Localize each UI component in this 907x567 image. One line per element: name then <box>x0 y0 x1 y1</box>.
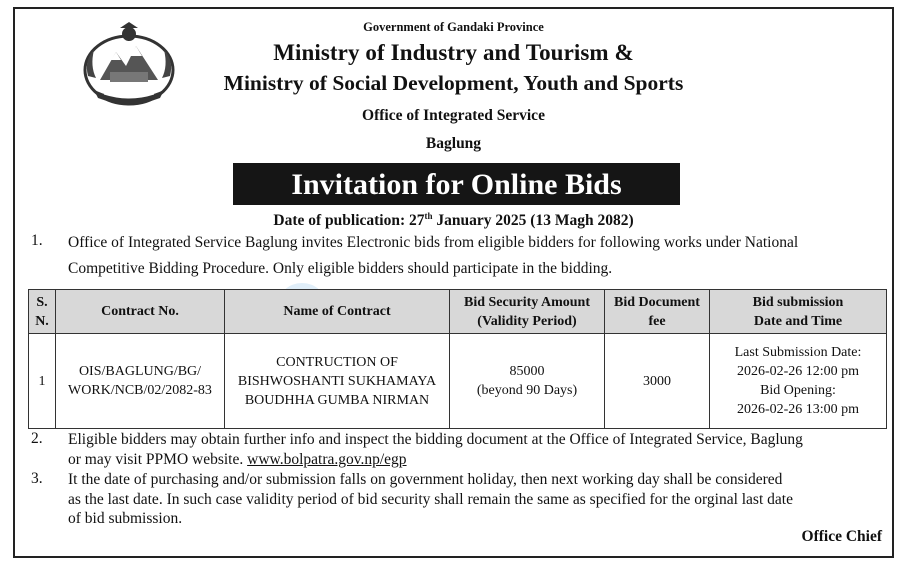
cell-contract-name-line-1: CONTRUCTION OF <box>276 354 398 370</box>
ministry-title-2: Ministry of Social Development, Youth and Sports <box>223 71 684 95</box>
para-2-number: 2. <box>31 430 43 447</box>
cell-contract-name-line-2: BISHWOSHANTI SUKHAMAYA <box>237 373 437 389</box>
para-3-line-2: as the last date. In such case validity period of bid security shall remain the same as specified for the orginal last date <box>68 490 793 508</box>
office-location: Baglung <box>425 135 482 152</box>
para-2 <box>68 430 893 470</box>
para-2-line-2-text: or may visit PPMO website. <box>68 451 248 468</box>
header-bid-security <box>450 290 605 334</box>
publication-date-suffix: th <box>424 211 433 221</box>
header-document-fee-line-1: Bid Document <box>614 294 700 310</box>
cell-opening-date: 2026-02-26 13:00 pm <box>736 402 860 417</box>
cell-bid-security <box>450 334 605 429</box>
cell-contract-no <box>56 334 225 429</box>
table-row <box>29 334 887 429</box>
cell-submission-label: Last Submission Date: <box>734 345 862 360</box>
cell-opening-label: Bid Opening: <box>760 383 836 398</box>
header-submission <box>710 290 887 334</box>
para-2-line-2 <box>68 450 893 470</box>
office-name: Office of Integrated Service <box>362 107 545 124</box>
publication-date-prefix: Date of publication: 27 <box>273 212 425 230</box>
para-3 <box>68 470 893 529</box>
header-document-fee-line-2: fee <box>648 313 666 329</box>
header-submission-line-2: Date and Time <box>753 313 843 329</box>
header-bid-security-line-2: (Validity Period) <box>477 313 577 329</box>
ppmo-website-link[interactable]: www.bolpatra.gov.np/egp <box>247 451 407 468</box>
notice-title-banner: Invitation for Online Bids <box>233 163 680 205</box>
para-1-line-1: Office of Integrated Service Baglung invites Electronic bids from eligible bidders for following works under National <box>68 234 799 251</box>
para-3-number: 3. <box>31 470 43 487</box>
header-submission-line-1: Bid submission <box>752 294 844 310</box>
para-3-line-3: of bid submission. <box>68 510 183 527</box>
header-sn-line-2: N. <box>35 313 49 329</box>
table-header-row <box>29 290 887 334</box>
cell-bid-security-validity: (beyond 90 Days) <box>476 383 578 398</box>
para-1 <box>68 232 893 279</box>
header-sn-line-1: S. <box>36 294 48 310</box>
publication-date-rest: January 2025 (13 Magh 2082) <box>432 212 634 230</box>
para-1-line-2: Competitive Bidding Procedure. Only eligible bidders should participate in the bidding. <box>68 260 613 277</box>
cell-contract-no-line-1: OIS/BAGLUNG/BG/ <box>78 364 202 379</box>
para-1-number: 1. <box>31 232 43 249</box>
government-name: Government of Gandaki Province <box>363 20 544 34</box>
header-contract-name: Name of Contract <box>225 290 450 334</box>
cell-sn: 1 <box>29 334 56 429</box>
cell-submission <box>710 334 887 429</box>
cell-contract-name <box>225 334 450 429</box>
para-2-line-1: Eligible bidders may obtain further info and inspect the bidding document at the Office of Integrated Service, Baglung <box>68 431 803 448</box>
header-bid-security-line-1: Bid Security Amount <box>463 294 590 310</box>
ministry-title-1: Ministry of Industry and Tourism & <box>273 40 634 65</box>
cell-bid-security-amount: 85000 <box>509 364 545 379</box>
cell-contract-name-line-3: BOUDHHA GUMBA NIRMAN <box>244 392 430 408</box>
bid-table <box>28 289 887 429</box>
cell-submission-date: 2026-02-26 12:00 pm <box>736 364 860 379</box>
signature-office-chief: Office Chief <box>801 528 882 545</box>
header-contract-no: Contract No. <box>56 290 225 334</box>
header-sn <box>29 290 56 334</box>
cell-document-fee: 3000 <box>605 334 710 429</box>
para-3-line-1: It the date of purchasing and/or submission falls on government holiday, then next working day shall be considered <box>68 471 783 488</box>
cell-contract-no-line-2: WORK/NCB/02/2082-83 <box>68 383 212 398</box>
publication-date <box>0 211 907 230</box>
header-document-fee <box>605 290 710 334</box>
